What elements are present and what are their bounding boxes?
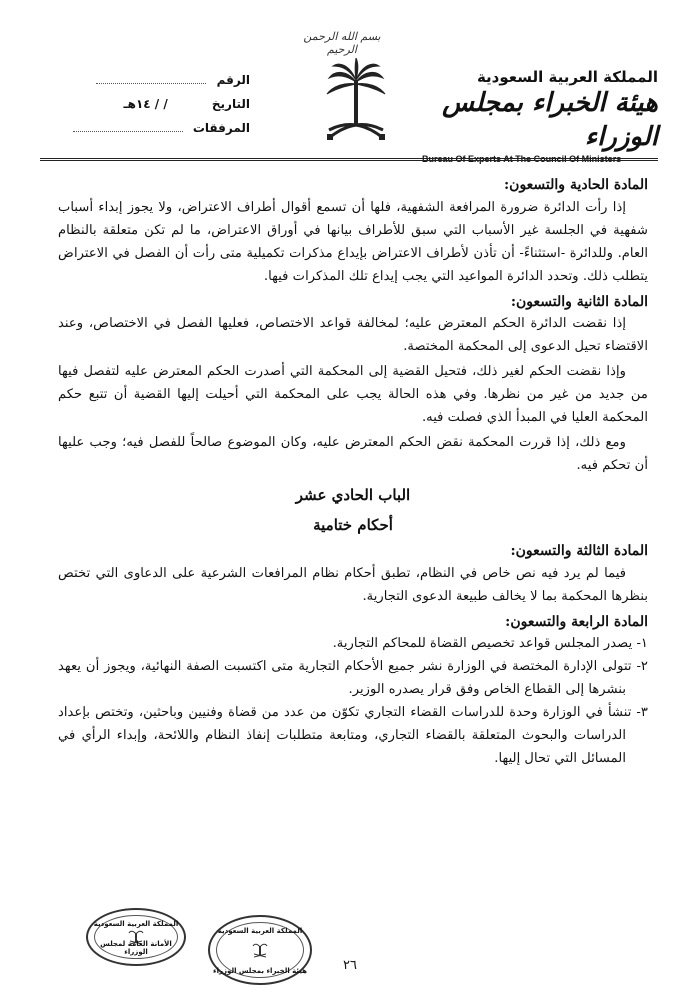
- reference-block: [40, 68, 250, 140]
- attachments-row: [40, 116, 250, 140]
- page-number: ٢٦: [343, 958, 357, 973]
- seal-palm-icon: [252, 941, 268, 959]
- article-93-heading: المادة الثالثة والتسعون:: [510, 542, 648, 559]
- chapter-subtitle: أحكام ختامية: [313, 515, 393, 534]
- seal-2-top-text: المملكة العربية السعودية: [217, 927, 303, 935]
- official-seal-general-secretariat: [86, 908, 186, 966]
- organization-block: [418, 68, 658, 164]
- date-row: [40, 92, 250, 116]
- ref-number-label: الرقم: [216, 73, 250, 87]
- attachments-label: المرفقات: [192, 121, 250, 135]
- seal-1-top-text: المملكة العربية السعودية: [93, 920, 179, 928]
- article-94-item-2: ٢- تتولى الإدارة المختصة في الوزارة نشر جميع الأحكام التجارية متى اكتسبت الصفة النهائية، ويجوز أن يعهد بنشرها إلى القطاع الخاص وفق قرار يصدره الوزير.: [58, 659, 648, 698]
- header-divider: [40, 158, 658, 161]
- country-name: المملكة العربية السعودية: [476, 68, 658, 86]
- article-91-paragraph: إذا رأت الدائرة ضرورة المرافعة الشفهية، فلها أن تسمع أقوال أطراف الاعتراض، ولا يجوز إبداء أسباب شفهية في الجلسة غير الأسباب التي سبق للأطراف بيانها في أوراق الاعتراض، ما لم تكن متعلقة بالنظام العام. وللدائرة -استثناءً- أن تأذن لأطراف الاعتراض بإيداع مذكرات تكميلية متى رأت أن الفصل في الاعتراض يتطلب ذلك. وتحدد الدائرة المواعيد التي يجب إيداع تلك المذكرات فيها.: [58, 199, 648, 284]
- article-92-paragraph-3: ومع ذلك، إذا قررت المحكمة نقض الحكم المعترض عليه، وكان الموضوع صالحاً للفصل فيه؛ وجب عليها أن تحكم فيه.: [58, 434, 648, 473]
- official-seal-bureau-of-experts: [208, 915, 312, 985]
- chapter-title: الباب الحادي عشر: [295, 485, 411, 504]
- attachments-line: [73, 131, 183, 132]
- seal-2-bottom-text: هيئة الخبراء بمجلس الوزراء: [213, 967, 307, 975]
- article-92-heading: المادة الثانية والتسعون:: [510, 293, 648, 310]
- bureau-name-arabic: هيئة الخبراء بمجلس الوزراء: [442, 88, 658, 152]
- date-value: / / ١٤هـ: [123, 97, 168, 111]
- article-92-paragraph-2: وإذا نقضت الحكم لغير ذلك، فتحيل القضية إلى المحكمة التي أصدرت الحكم المعترض عليه لتفصل فيها من جديد من غير من نظرها. وفي هذه الحالة يجب على المحكمة التي أحيلت إليها القضية أن تتبع حكم المحكمة العليا في المبدأ الذي فصلت فيه.: [58, 364, 648, 426]
- bureau-name-english: Bureau Of Experts At The Council Of Ministers: [422, 154, 622, 164]
- article-91-heading: المادة الحادية والتسعون:: [504, 177, 648, 193]
- ref-number-row: [40, 68, 250, 92]
- article-93-paragraph: فيما لم يرد فيه نص خاص في النظام، تطبق أحكام نظام المرافعات الشرعية على الدعاوى التي تختص بنظرها المحكمة بما لا يخالف طبيعة الدعوى التجارية.: [58, 565, 648, 604]
- palm-swords-emblem: [325, 58, 387, 148]
- seal-1-bottom-text: الأمانة العامة لمجلس الوزراء: [100, 940, 172, 956]
- article-94-heading: المادة الرابعة والتسعون:: [505, 613, 648, 630]
- article-94-item-3: ٣- تنشأ في الوزارة وحدة للدراسات القضاء التجاري تكوّن من عدد من قضاة وفنيين وباحثين، وتختص بإعداد الدراسات والبحوث المتعلقة بالقضاء التجاري، ومتابعة متطلبات إنفاذ النظام واللائحة، وإبداء الرأي في المسائل التي تحال إليها.: [58, 705, 648, 766]
- document-body: [58, 172, 648, 771]
- article-92-paragraph-1: إذا نقضت الدائرة الحكم المعترض عليه؛ لمخالفة قواعد الاختصاص، فعليها الفصل في الاختصاص، وعند الاقتضاء تحيل الدعوى إلى المحكمة المختصة.: [58, 316, 648, 355]
- date-label: التاريخ: [211, 97, 250, 111]
- ref-number-line: [96, 83, 206, 84]
- basmala: بسم الله الرحمن الرحيم: [303, 30, 381, 56]
- article-94-item-1: ١- يصدر المجلس قواعد تخصيص القضاة للمحاكم التجارية.: [332, 636, 648, 652]
